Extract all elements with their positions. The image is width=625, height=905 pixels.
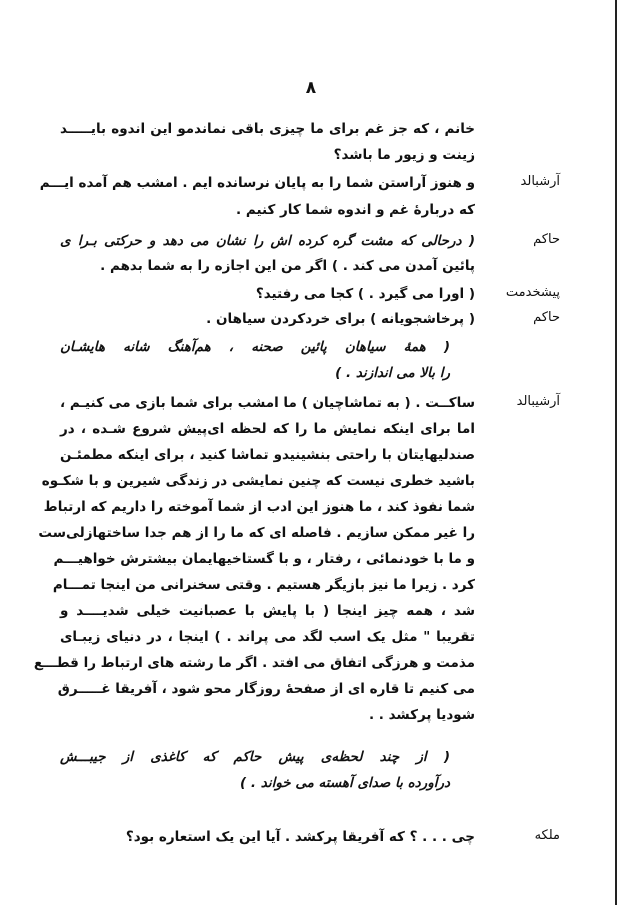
text-line: ( اورا می گیرد . ) کجا می رفتید؟ [255, 286, 475, 302]
page-number: ۸ [305, 78, 317, 98]
text-line: که دربارهٔ غم و اندوه شما کار کنیم . [236, 202, 475, 218]
text-line: خانم ، که جز غم برای ما چیزی باقی نماندمو این اندوه بایـــــد [60, 121, 475, 137]
text-line: زینت و زیور ما باشد؟ [333, 147, 475, 163]
text-line: را غیر ممکن سازیم . فاصله ای که ما را از هم جدا ساختهازلی‌ست [38, 525, 475, 541]
text-line: صندلیهایتان با راحتی بنشینیدو تماشا کنید ، برای اینکه مطمئـن [60, 447, 475, 463]
stage-direction-line: ( از چند لحظه‌ی پیش حاکم که کاغذی از جیبـــش [60, 749, 450, 765]
text-line: پائین آمدن می کند . ) اگر من این اجازه را به شما بدهم . [100, 258, 475, 274]
text-line: شما نفوذ کند ، ما هنوز این ادب از شما آموخته را داریم که ارتباط [43, 499, 475, 515]
speaker-label: حاکم [533, 232, 560, 247]
speaker-label: آرشبالد [520, 174, 560, 189]
text-line: چی . . . ؟ که آفریقا پرکشد . آیا این یک استعاره بود؟ [125, 829, 475, 845]
text-line: و ما با خودنمائی ، رفتار ، و با گستاخیهایمان بیشترش خواهیـــم [53, 551, 475, 567]
stage-direction-line: را بالا می اندازند . ) [335, 365, 450, 381]
text-line: باشید خطری نیست که چنین نمایشی در زندگی شیرین و با شکـوه [41, 473, 475, 489]
speaker-label: آرشیبالد [516, 394, 560, 409]
text-line: شد ، همه چیز اینجا ( با پایش با عصبانیت خیلی شدیــــد و [60, 603, 475, 619]
speaker-label: پیشخدمت [505, 285, 560, 300]
text-line: اما برای اینکه نمایش ما را که لحظه ای‌پیش شروع شـده ، در [60, 421, 475, 437]
text-line: ( پرخاشجویانه ) برای خردکردن سیاهان . [206, 311, 475, 327]
stage-direction-line: درآورده با صدای آهسته می خواند . ) [240, 775, 450, 791]
text-line: شودیا پرکشد . . [368, 707, 475, 723]
text-line: مذمت و هرزگی اتفاق می افتد . اگر ما رشته های ارتباط را قطـــع [33, 655, 475, 671]
stage-direction-line: ( درحالی که مشت گره کرده اش را نشان می دهد و حرکتی بـرا ی [60, 233, 475, 249]
stage-direction-line: ( همهٔ سیاهان پائین صحنه ، هم‌آهنگ شانه هایشـان [60, 339, 450, 355]
text-line: کرد . زیرا ما نیز بازیگر هستیم . وقتی سخنرانی من اینجا تمـــام [52, 577, 475, 593]
text-line: می کنیم تا قاره ای از صفحهٔ روزگار محو شود ، آفریقا غـــــرق [57, 681, 475, 697]
speaker-label: حاکم [533, 310, 560, 325]
speaker-label: ملکه [534, 828, 560, 843]
page-edge-line [615, 0, 617, 905]
text-line: ساکــت . ( به تماشاچیان ) ما امشب برای شما بازی می کنیـم ، [60, 395, 475, 411]
text-line: و هنوز آراستن شما را به پایان نرسانده ایم . امشب هم آمده ایـــم [39, 175, 475, 191]
text-line: تقریبا " مثل یک اسب لگد می پراند . ) اینجا ، در دنیای زیبـای [60, 629, 475, 645]
